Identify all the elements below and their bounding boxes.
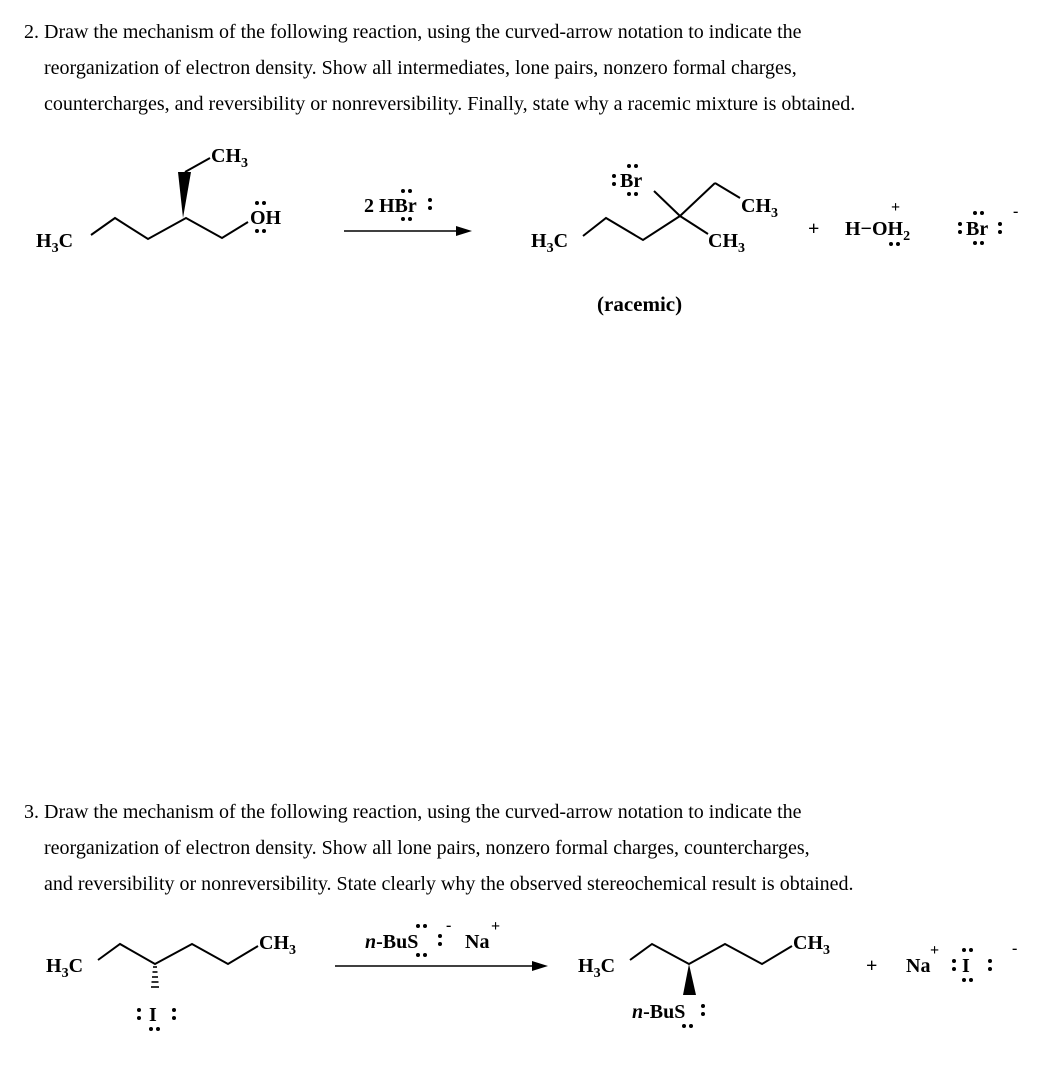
reactant-3-iodine: I (149, 1004, 157, 1026)
sodium-charge: + (491, 918, 501, 935)
reaction-arrow-2-head (456, 226, 472, 236)
product-3-wedge-bond (683, 964, 696, 995)
byproduct-water: $H-OH_2$ (845, 218, 911, 244)
question-3-line-1 (24, 794, 1034, 830)
question-2 (24, 14, 1034, 122)
question-2-number: 2. (24, 21, 39, 43)
reactant-3-hashed-bond (151, 967, 159, 987)
product-2-bromine: Br (620, 170, 643, 192)
reactant-2-bond-chain (91, 218, 248, 239)
question-2-line-3: countercharges, and reversibility or nonreversibility. Finally, state why a racemic mixture is obtained. (44, 93, 856, 115)
product-3-methyl-right: $CH_3$ (793, 932, 830, 958)
product-2-bond-ch3-a (680, 183, 715, 216)
thioether-lone-pairs (682, 1004, 705, 1028)
question-3-line-2: reorganization of electron density. Show all lone pairs, nonzero formal charges, countercharges, (44, 837, 810, 859)
thiolate-lone-pairs (416, 924, 442, 957)
reagent-3-sodium: Na (465, 931, 490, 953)
reactant-3-methyl-left: $H_3C$ (46, 955, 84, 981)
reactant-2-wedge-bond (178, 172, 191, 218)
product-3-thioether: n-BuS (632, 1001, 686, 1023)
reactant-2-bond-ch3 (185, 158, 210, 172)
question-3-number: 3. (24, 801, 39, 823)
reactant-2-methyl-top: $CH_3$ (211, 145, 248, 171)
product-2-methyl-b: $CH_3$ (708, 230, 745, 256)
product-3-bond-chain (630, 944, 792, 964)
plus-sign-2: + (808, 218, 820, 240)
iodide-lone-pairs (952, 948, 992, 982)
reagent-3-thiolate: n-BuS (365, 931, 419, 953)
product-2-methyl-left: $H_3C$ (531, 230, 569, 256)
reaction-scheme-2 (0, 130, 1062, 330)
reactant-3-methyl-right: $CH_3$ (259, 932, 296, 958)
reagent-2-hbr: 2 HBr (364, 195, 417, 217)
product-3-methyl-left: $H_3C$ (578, 955, 616, 981)
product-2-bond-br (654, 191, 680, 216)
question-3-text-1: Draw the mechanism of the following reaction, using the curved-arrow notation to indicate the (44, 801, 802, 823)
question-2-text-1: Draw the mechanism of the following reaction, using the curved-arrow notation to indicate the (44, 21, 802, 43)
reactant-3-bond-chain (98, 944, 258, 964)
byproduct-sodium-charge: + (930, 942, 940, 959)
iodide-charge: - (1012, 940, 1018, 957)
question-2-line-1 (24, 14, 1034, 50)
reactant-2-methyl-left: $H_3C$ (36, 230, 74, 256)
question-2-line-2: reorganization of electron density. Show all intermediates, lone pairs, nonzero formal charges, (44, 57, 797, 79)
bromide-charge: - (1013, 203, 1019, 220)
water-lone-pair (889, 242, 900, 246)
product-2-bond-ch3-a2 (715, 183, 740, 198)
byproduct-bromide: Br (966, 218, 989, 240)
reactant-2-structure (91, 218, 248, 239)
product-2-bond-ch3-b (680, 216, 708, 234)
reactant-2-hydroxyl: OH (250, 207, 282, 229)
water-formal-charge: + (891, 199, 901, 216)
thiolate-charge: - (446, 917, 452, 934)
racemic-note: (racemic) (597, 292, 683, 316)
byproduct-sodium: Na (906, 955, 931, 977)
plus-sign-3: + (866, 955, 878, 977)
question-3-line-3: and reversibility or nonreversibility. State clearly why the observed stereochemical result is obtained. (44, 873, 854, 895)
question-3 (24, 794, 1034, 902)
product-2-bond-chain (583, 216, 680, 240)
product-2-methyl-a: $CH_3$ (741, 195, 778, 221)
reaction-scheme-3 (0, 910, 1062, 1050)
reaction-arrow-3-head (532, 961, 548, 971)
byproduct-iodide: I (962, 955, 970, 977)
